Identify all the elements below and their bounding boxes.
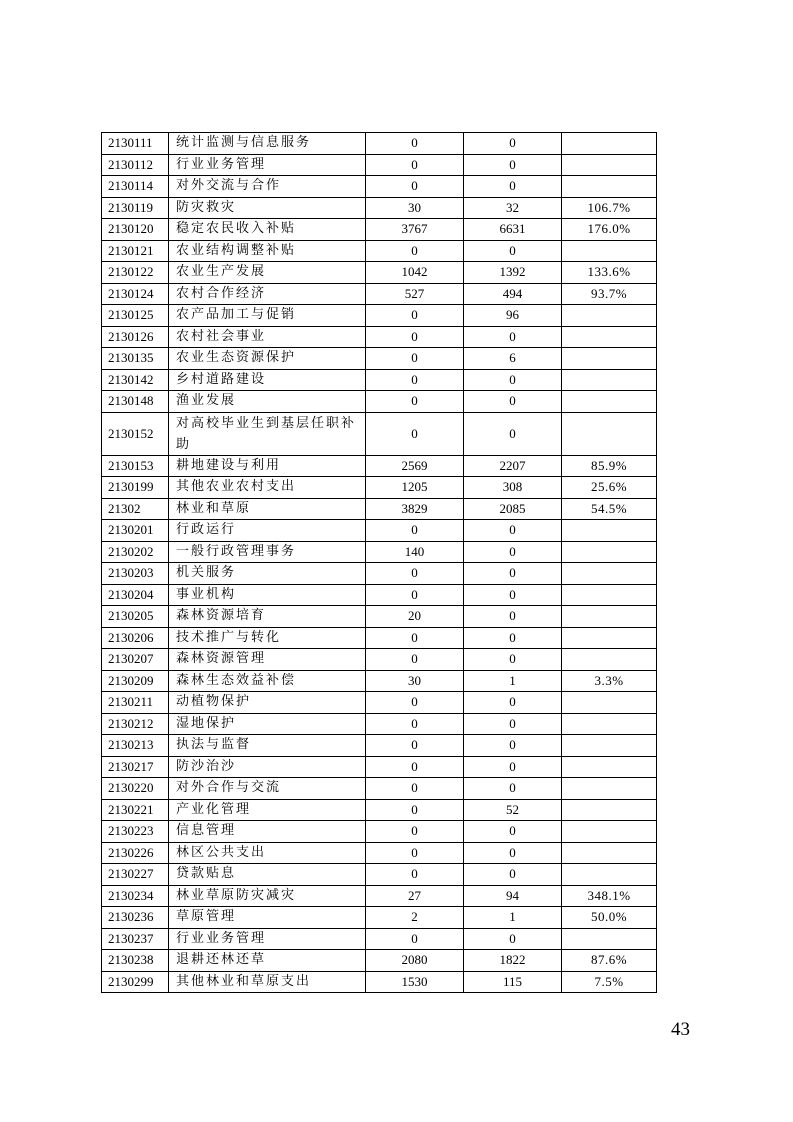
table-row xyxy=(102,369,657,391)
actual-value-cell: 0 xyxy=(464,412,562,455)
item-name-cell: 耕地建设与利用 xyxy=(169,455,366,477)
budget-value-cell: 0 xyxy=(366,735,464,757)
table-row xyxy=(102,971,657,993)
item-name-cell: 贷款贴息 xyxy=(169,864,366,886)
percent-cell xyxy=(562,154,657,176)
page-number: 43 xyxy=(671,1019,690,1040)
budget-value-cell: 1042 xyxy=(366,262,464,284)
table-row xyxy=(102,756,657,778)
table-row xyxy=(102,885,657,907)
table-row xyxy=(102,627,657,649)
account-code-cell: 2130237 xyxy=(102,928,169,950)
percent-cell xyxy=(562,348,657,370)
percent-cell xyxy=(562,240,657,262)
table-row xyxy=(102,412,657,455)
percent-cell xyxy=(562,756,657,778)
table-row xyxy=(102,799,657,821)
actual-value-cell: 1 xyxy=(464,907,562,929)
table-row xyxy=(102,950,657,972)
account-code-cell: 2130135 xyxy=(102,348,169,370)
item-name-cell: 林区公共支出 xyxy=(169,842,366,864)
account-code-cell: 2130227 xyxy=(102,864,169,886)
table-row xyxy=(102,262,657,284)
actual-value-cell: 0 xyxy=(464,842,562,864)
account-code-cell: 2130204 xyxy=(102,584,169,606)
actual-value-cell: 0 xyxy=(464,713,562,735)
item-name-cell: 农业生态资源保护 xyxy=(169,348,366,370)
percent-cell xyxy=(562,176,657,198)
budget-value-cell: 1205 xyxy=(366,477,464,499)
percent-cell xyxy=(562,735,657,757)
percent-cell xyxy=(562,821,657,843)
percent-cell xyxy=(562,713,657,735)
account-code-cell: 2130220 xyxy=(102,778,169,800)
account-code-cell: 2130213 xyxy=(102,735,169,757)
actual-value-cell: 0 xyxy=(464,176,562,198)
account-code-cell: 2130122 xyxy=(102,262,169,284)
budget-value-cell: 3767 xyxy=(366,219,464,241)
account-code-cell: 2130111 xyxy=(102,133,169,155)
item-name-cell: 林业草原防灾减灾 xyxy=(169,885,366,907)
account-code-cell: 2130238 xyxy=(102,950,169,972)
budget-value-cell: 527 xyxy=(366,283,464,305)
account-code-cell: 2130212 xyxy=(102,713,169,735)
budget-value-cell: 0 xyxy=(366,369,464,391)
budget-value-cell: 1530 xyxy=(366,971,464,993)
table-row xyxy=(102,219,657,241)
percent-cell: 106.7% xyxy=(562,197,657,219)
budget-value-cell: 20 xyxy=(366,606,464,628)
account-code-cell: 2130142 xyxy=(102,369,169,391)
actual-value-cell: 0 xyxy=(464,391,562,413)
table-row xyxy=(102,283,657,305)
budget-value-cell: 0 xyxy=(366,799,464,821)
actual-value-cell: 52 xyxy=(464,799,562,821)
table-row xyxy=(102,326,657,348)
account-code-cell: 2130112 xyxy=(102,154,169,176)
item-name-cell: 防沙治沙 xyxy=(169,756,366,778)
actual-value-cell: 0 xyxy=(464,864,562,886)
percent-cell xyxy=(562,412,657,455)
actual-value-cell: 308 xyxy=(464,477,562,499)
percent-cell xyxy=(562,391,657,413)
account-code-cell: 2130148 xyxy=(102,391,169,413)
actual-value-cell: 0 xyxy=(464,240,562,262)
account-code-cell: 2130236 xyxy=(102,907,169,929)
account-code-cell: 2130199 xyxy=(102,477,169,499)
percent-cell: 54.5% xyxy=(562,498,657,520)
table-row xyxy=(102,778,657,800)
actual-value-cell: 6631 xyxy=(464,219,562,241)
item-name-cell: 森林资源培育 xyxy=(169,606,366,628)
percent-cell xyxy=(562,799,657,821)
actual-value-cell: 2207 xyxy=(464,455,562,477)
actual-value-cell: 0 xyxy=(464,606,562,628)
percent-cell: 87.6% xyxy=(562,950,657,972)
table-row xyxy=(102,498,657,520)
item-name-cell: 湿地保护 xyxy=(169,713,366,735)
percent-cell xyxy=(562,305,657,327)
item-name-cell: 行政运行 xyxy=(169,520,366,542)
item-name-cell: 机关服务 xyxy=(169,563,366,585)
percent-cell: 176.0% xyxy=(562,219,657,241)
account-code-cell: 2130126 xyxy=(102,326,169,348)
actual-value-cell: 94 xyxy=(464,885,562,907)
table-row xyxy=(102,133,657,155)
percent-cell: 85.9% xyxy=(562,455,657,477)
account-code-cell: 2130124 xyxy=(102,283,169,305)
account-code-cell: 2130211 xyxy=(102,692,169,714)
item-name-cell: 稳定农民收入补贴 xyxy=(169,219,366,241)
item-name-cell: 统计监测与信息服务 xyxy=(169,133,366,155)
account-code-cell: 2130221 xyxy=(102,799,169,821)
account-code-cell: 2130226 xyxy=(102,842,169,864)
percent-cell: 25.6% xyxy=(562,477,657,499)
budget-value-cell: 0 xyxy=(366,778,464,800)
actual-value-cell: 0 xyxy=(464,154,562,176)
table-row xyxy=(102,584,657,606)
actual-value-cell: 0 xyxy=(464,133,562,155)
budget-value-cell: 0 xyxy=(366,821,464,843)
percent-cell xyxy=(562,520,657,542)
item-name-cell: 技术推广与转化 xyxy=(169,627,366,649)
account-code-cell: 2130202 xyxy=(102,541,169,563)
percent-cell xyxy=(562,928,657,950)
percent-cell xyxy=(562,584,657,606)
item-name-cell: 农村合作经济 xyxy=(169,283,366,305)
account-code-cell: 2130121 xyxy=(102,240,169,262)
account-code-cell: 2130153 xyxy=(102,455,169,477)
actual-value-cell: 2085 xyxy=(464,498,562,520)
item-name-cell: 对外合作与交流 xyxy=(169,778,366,800)
table-row xyxy=(102,692,657,714)
account-code-cell: 2130201 xyxy=(102,520,169,542)
budget-value-cell: 0 xyxy=(366,584,464,606)
table-row xyxy=(102,455,657,477)
account-code-cell: 2130223 xyxy=(102,821,169,843)
table-row xyxy=(102,154,657,176)
budget-value-cell: 0 xyxy=(366,692,464,714)
table-row xyxy=(102,391,657,413)
actual-value-cell: 0 xyxy=(464,627,562,649)
budget-value-cell: 0 xyxy=(366,520,464,542)
account-code-cell: 2130206 xyxy=(102,627,169,649)
budget-value-cell: 30 xyxy=(366,670,464,692)
percent-cell xyxy=(562,563,657,585)
item-name-cell: 乡村道路建设 xyxy=(169,369,366,391)
budget-value-cell: 0 xyxy=(366,348,464,370)
table-row xyxy=(102,649,657,671)
item-name-cell: 事业机构 xyxy=(169,584,366,606)
table-row xyxy=(102,864,657,886)
budget-value-cell: 0 xyxy=(366,563,464,585)
budget-value-cell: 27 xyxy=(366,885,464,907)
budget-value-cell: 0 xyxy=(366,240,464,262)
percent-cell xyxy=(562,326,657,348)
actual-value-cell: 0 xyxy=(464,541,562,563)
percent-cell xyxy=(562,369,657,391)
actual-value-cell: 32 xyxy=(464,197,562,219)
percent-cell: 348.1% xyxy=(562,885,657,907)
item-name-cell: 草原管理 xyxy=(169,907,366,929)
budget-value-cell: 0 xyxy=(366,391,464,413)
actual-value-cell: 0 xyxy=(464,649,562,671)
table-row xyxy=(102,305,657,327)
item-name-cell: 农村社会事业 xyxy=(169,326,366,348)
item-name-cell: 防灾救灾 xyxy=(169,197,366,219)
percent-cell: 7.5% xyxy=(562,971,657,993)
item-name-cell: 行业业务管理 xyxy=(169,154,366,176)
actual-value-cell: 0 xyxy=(464,563,562,585)
budget-value-cell: 0 xyxy=(366,176,464,198)
percent-cell xyxy=(562,133,657,155)
table-row xyxy=(102,176,657,198)
table-row xyxy=(102,606,657,628)
account-code-cell: 2130152 xyxy=(102,412,169,455)
account-code-cell: 2130120 xyxy=(102,219,169,241)
percent-cell xyxy=(562,842,657,864)
item-name-cell: 产业化管理 xyxy=(169,799,366,821)
table-row xyxy=(102,197,657,219)
table-row xyxy=(102,541,657,563)
table-row xyxy=(102,842,657,864)
account-code-cell: 2130217 xyxy=(102,756,169,778)
account-code-cell: 2130203 xyxy=(102,563,169,585)
budget-value-cell: 0 xyxy=(366,756,464,778)
account-code-cell: 2130299 xyxy=(102,971,169,993)
budget-value-cell: 0 xyxy=(366,412,464,455)
actual-value-cell: 0 xyxy=(464,735,562,757)
actual-value-cell: 1822 xyxy=(464,950,562,972)
percent-cell: 50.0% xyxy=(562,907,657,929)
percent-cell: 3.3% xyxy=(562,670,657,692)
budget-value-cell: 0 xyxy=(366,842,464,864)
item-name-cell: 农业结构调整补贴 xyxy=(169,240,366,262)
account-code-cell: 2130209 xyxy=(102,670,169,692)
percent-cell: 133.6% xyxy=(562,262,657,284)
actual-value-cell: 0 xyxy=(464,756,562,778)
budget-value-cell: 0 xyxy=(366,649,464,671)
budget-value-cell: 0 xyxy=(366,713,464,735)
item-name-cell: 渔业发展 xyxy=(169,391,366,413)
account-code-cell: 2130234 xyxy=(102,885,169,907)
item-name-cell: 农业生产发展 xyxy=(169,262,366,284)
budget-value-cell: 2569 xyxy=(366,455,464,477)
item-name-cell: 对外交流与合作 xyxy=(169,176,366,198)
budget-value-cell: 2 xyxy=(366,907,464,929)
account-code-cell: 2130205 xyxy=(102,606,169,628)
table-row xyxy=(102,821,657,843)
item-name-cell: 退耕还林还草 xyxy=(169,950,366,972)
table-row xyxy=(102,907,657,929)
item-name-cell: 信息管理 xyxy=(169,821,366,843)
table-row xyxy=(102,928,657,950)
actual-value-cell: 0 xyxy=(464,520,562,542)
account-code-cell: 2130125 xyxy=(102,305,169,327)
budget-value-cell: 2080 xyxy=(366,950,464,972)
item-name-cell: 动植物保护 xyxy=(169,692,366,714)
item-name-cell: 对高校毕业生到基层任职补助 xyxy=(169,412,366,455)
item-name-cell: 一般行政管理事务 xyxy=(169,541,366,563)
item-name-cell: 森林生态效益补偿 xyxy=(169,670,366,692)
item-name-cell: 农产品加工与促销 xyxy=(169,305,366,327)
actual-value-cell: 494 xyxy=(464,283,562,305)
table-row xyxy=(102,477,657,499)
item-name-cell: 执法与监督 xyxy=(169,735,366,757)
actual-value-cell: 0 xyxy=(464,692,562,714)
budget-value-cell: 30 xyxy=(366,197,464,219)
budget-table xyxy=(101,132,657,993)
actual-value-cell: 0 xyxy=(464,584,562,606)
table-row xyxy=(102,670,657,692)
budget-table-body xyxy=(102,133,657,993)
table-row xyxy=(102,713,657,735)
budget-value-cell: 0 xyxy=(366,326,464,348)
item-name-cell: 其他农业农村支出 xyxy=(169,477,366,499)
budget-value-cell: 0 xyxy=(366,154,464,176)
percent-cell xyxy=(562,778,657,800)
table-row xyxy=(102,520,657,542)
actual-value-cell: 0 xyxy=(464,821,562,843)
percent-cell xyxy=(562,649,657,671)
percent-cell: 93.7% xyxy=(562,283,657,305)
actual-value-cell: 0 xyxy=(464,326,562,348)
percent-cell xyxy=(562,606,657,628)
actual-value-cell: 0 xyxy=(464,369,562,391)
account-code-cell: 21302 xyxy=(102,498,169,520)
budget-value-cell: 0 xyxy=(366,627,464,649)
percent-cell xyxy=(562,692,657,714)
actual-value-cell: 0 xyxy=(464,778,562,800)
budget-value-cell: 0 xyxy=(366,133,464,155)
budget-value-cell: 0 xyxy=(366,928,464,950)
percent-cell xyxy=(562,864,657,886)
account-code-cell: 2130114 xyxy=(102,176,169,198)
budget-value-cell: 3829 xyxy=(366,498,464,520)
table-row xyxy=(102,348,657,370)
item-name-cell: 林业和草原 xyxy=(169,498,366,520)
item-name-cell: 森林资源管理 xyxy=(169,649,366,671)
percent-cell xyxy=(562,541,657,563)
item-name-cell: 行业业务管理 xyxy=(169,928,366,950)
table-row xyxy=(102,735,657,757)
actual-value-cell: 115 xyxy=(464,971,562,993)
table-row xyxy=(102,563,657,585)
table-row xyxy=(102,240,657,262)
budget-value-cell: 0 xyxy=(366,305,464,327)
account-code-cell: 2130207 xyxy=(102,649,169,671)
actual-value-cell: 1 xyxy=(464,670,562,692)
budget-value-cell: 0 xyxy=(366,864,464,886)
actual-value-cell: 0 xyxy=(464,928,562,950)
actual-value-cell: 1392 xyxy=(464,262,562,284)
budget-value-cell: 140 xyxy=(366,541,464,563)
account-code-cell: 2130119 xyxy=(102,197,169,219)
actual-value-cell: 6 xyxy=(464,348,562,370)
percent-cell xyxy=(562,627,657,649)
item-name-cell: 其他林业和草原支出 xyxy=(169,971,366,993)
actual-value-cell: 96 xyxy=(464,305,562,327)
